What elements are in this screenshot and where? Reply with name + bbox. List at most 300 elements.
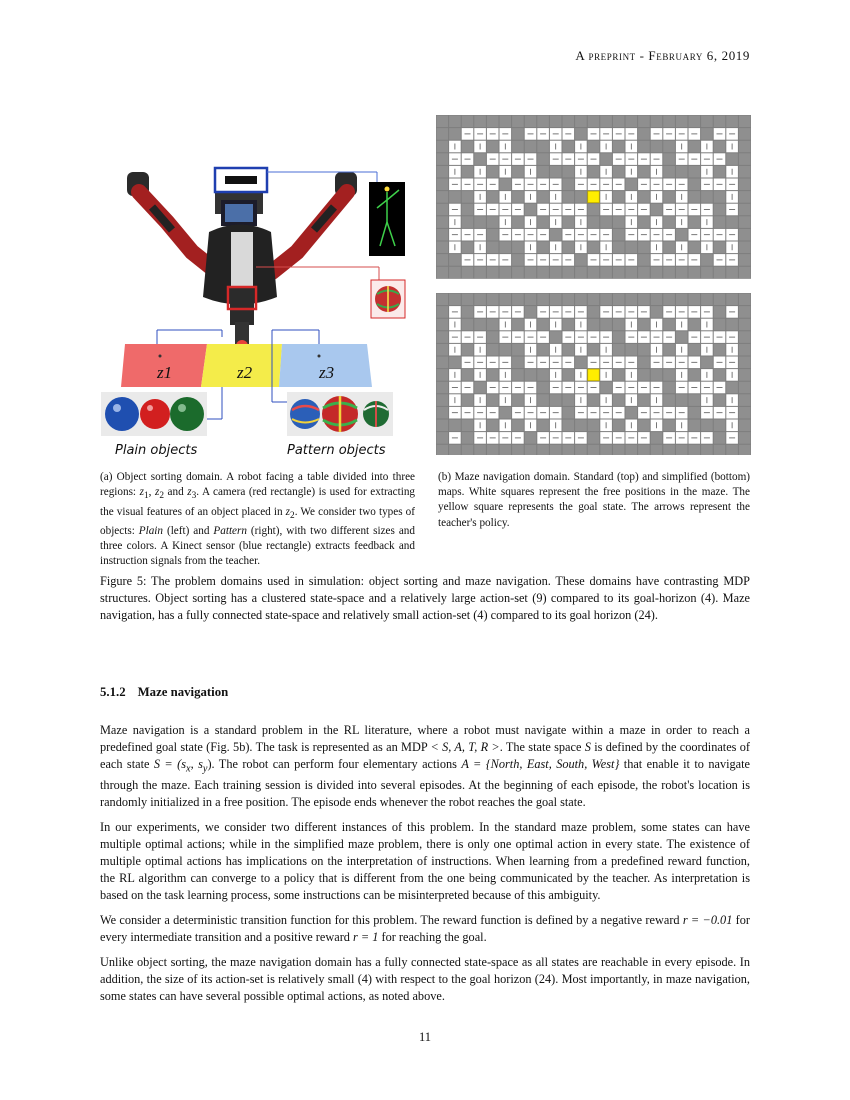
maze-wall-cell (563, 294, 575, 306)
maze-wall-cell (638, 394, 650, 406)
maze-wall-cell (537, 166, 549, 178)
maze-wall-cell (512, 319, 524, 331)
maze-wall-cell (689, 344, 701, 356)
maze-wall-cell (651, 369, 663, 381)
maze-wall-cell (701, 357, 713, 369)
maze-wall-cell (437, 267, 449, 279)
maze-wall-cell (474, 319, 486, 331)
camera-object-image (371, 280, 405, 318)
maze-wall-cell (512, 344, 524, 356)
maze-wall-cell (563, 116, 575, 128)
maze-wall-cell (588, 294, 600, 306)
maze-wall-cell (537, 216, 549, 228)
maze-wall-cell (638, 294, 650, 306)
maze-wall-cell (563, 369, 575, 381)
pattern-objects-image (287, 392, 393, 436)
maze-wall-cell (500, 294, 512, 306)
maze-wall-cell (689, 445, 701, 455)
maze-wall-cell (487, 216, 499, 228)
maze-wall-cell (437, 191, 449, 203)
maze-wall-cell (462, 319, 474, 331)
maze-wall-cell (512, 445, 524, 455)
maze-goal-cell (588, 369, 600, 381)
maze-wall-cell (437, 331, 449, 343)
maze-wall-cell (600, 116, 612, 128)
maze-wall-cell (512, 357, 524, 369)
maze-wall-cell (613, 229, 625, 241)
maze-wall-cell (487, 344, 499, 356)
maze-wall-cell (550, 166, 562, 178)
maze-wall-cell (701, 267, 713, 279)
maze-wall-cell (663, 242, 675, 254)
maze-goal-cell (588, 191, 600, 203)
maze-wall-cell (638, 191, 650, 203)
maze-wall-cell (500, 116, 512, 128)
maze-wall-cell (714, 204, 726, 216)
maze-wall-cell (437, 242, 449, 254)
maze-wall-cell (512, 294, 524, 306)
maze-wall-cell (739, 204, 751, 216)
maze-wall-cell (588, 242, 600, 254)
maze-wall-cell (449, 254, 461, 266)
maze-wall-cell (613, 166, 625, 178)
maze-wall-cell (739, 306, 751, 318)
maze-wall-cell (626, 242, 638, 254)
maze-wall-cell (663, 267, 675, 279)
maze-wall-cell (512, 116, 524, 128)
maze-wall-cell (462, 369, 474, 381)
maze-wall-cell (739, 420, 751, 432)
maze-wall-cell (638, 242, 650, 254)
maze-wall-cell (575, 128, 587, 140)
maze-wall-cell (563, 267, 575, 279)
maze-wall-cell (474, 267, 486, 279)
maze-wall-cell (626, 344, 638, 356)
maze-wall-cell (714, 267, 726, 279)
maze-wall-cell (651, 294, 663, 306)
maze-wall-cell (638, 445, 650, 455)
maze-wall-cell (550, 394, 562, 406)
maze-wall-cell (613, 141, 625, 153)
maze-wall-cell (600, 216, 612, 228)
maze-wall-cell (474, 445, 486, 455)
maze-wall-cell (487, 229, 499, 241)
maze-wall-cell (437, 319, 449, 331)
maze-wall-cell (563, 445, 575, 455)
page-number: 11 (418, 1030, 432, 1044)
maze-wall-cell (600, 153, 612, 165)
maze-wall-cell (500, 179, 512, 191)
maze-wall-cell (613, 331, 625, 343)
maze-wall-cell (537, 319, 549, 331)
maze-wall-cell (462, 432, 474, 444)
maze-wall-cell (613, 394, 625, 406)
maze-wall-cell (600, 319, 612, 331)
maze-wall-cell (651, 116, 663, 128)
robot-illustration (127, 172, 357, 352)
maze-wall-cell (437, 294, 449, 306)
maze-wall-cell (651, 267, 663, 279)
maze-wall-cell (437, 357, 449, 369)
maze-wall-cell (575, 191, 587, 203)
maze-wall-cell (563, 242, 575, 254)
maze-wall-cell (726, 294, 738, 306)
maze-wall-cell (613, 191, 625, 203)
maze-wall-cell (701, 420, 713, 432)
maze-wall-cell (449, 191, 461, 203)
maze-wall-cell (638, 116, 650, 128)
maze-wall-cell (500, 242, 512, 254)
maze-wall-cell (638, 420, 650, 432)
subcaption-a: (a) Object sorting domain. A robot facing a table divided into three regions: $z_1$, $z_2$ and $z_3$. A camera (red rectangle) is used for extracting the visual features of an object placed in $z_2$. We consider two types of objects: Plain (left) and Pattern (right), with two different sizes and three colors. A Kinect sensor (blue rectangle) extracts feedback and instruction signals from the teacher. (100, 471, 416, 568)
maze-wall-cell (487, 369, 499, 381)
maze-wall-cell (588, 216, 600, 228)
maze-wall-cell (525, 116, 537, 128)
maze-wall-cell (689, 166, 701, 178)
maze-wall-cell (462, 344, 474, 356)
maze-wall-cell (437, 179, 449, 191)
maze-wall-cell (550, 229, 562, 241)
maze-wall-cell (500, 344, 512, 356)
maze-wall-cell (588, 445, 600, 455)
maze-wall-cell (600, 382, 612, 394)
maze-wall-cell (563, 344, 575, 356)
maze-wall-cell (525, 369, 537, 381)
maze-wall-cell (613, 242, 625, 254)
maze-wall-cell (739, 357, 751, 369)
maze-wall-cell (563, 420, 575, 432)
maze-wall-cell (613, 116, 625, 128)
subcaption-b: (b) Maze navigation domain. Standard (top) and simplified (bottom) maps. White squares represent the free positions in the maze. The yellow square represents the goal state. The arrows represent the teacher's policy. (438, 471, 750, 529)
maze-wall-cell (626, 267, 638, 279)
maze-wall-cell (663, 420, 675, 432)
maze-wall-cell (437, 153, 449, 165)
maze-wall-cell (613, 294, 625, 306)
maze-wall-cell (726, 216, 738, 228)
maze-wall-cell (663, 344, 675, 356)
maze-wall-cell (437, 116, 449, 128)
maze-wall-cell (739, 153, 751, 165)
maze-wall-cell (651, 432, 663, 444)
maze-wall-cell (449, 420, 461, 432)
maze-wall-cell (512, 420, 524, 432)
maze-wall-cell (613, 369, 625, 381)
maze-wall-cell (563, 319, 575, 331)
maze-wall-cell (739, 191, 751, 203)
maze-wall-cell (437, 306, 449, 318)
maze-wall-cell (588, 166, 600, 178)
maze-wall-cell (437, 394, 449, 406)
maze-wall-cell (689, 407, 701, 419)
maze-wall-cell (487, 242, 499, 254)
maze-wall-cell (437, 407, 449, 419)
maze-wall-cell (525, 294, 537, 306)
maze-wall-cell (537, 394, 549, 406)
maze-wall-cell (512, 216, 524, 228)
maze-wall-cell (613, 344, 625, 356)
maze-wall-cell (537, 191, 549, 203)
maze-wall-cell (676, 445, 688, 455)
maze-wall-cell (537, 141, 549, 153)
paragraph-2: In our experiments, we consider two different instances of this problem. In the standard maze problem, some states can have multiple optimal actions; while in the simplified maze problem, there is only one optimal action in every state. The existence of multiple optimal actions has implications on the interpretation of instructions. When learning from a predefined reward function, the RL algorithm can converge to a policy that is different from the one being communicated by the teacher. As interpretation is based on the task learning process, some instructions can be misinterpreted because of this ambiguity. (100, 820, 750, 903)
paragraph-4: Unlike object sorting, the maze navigation domain has a fully connected state-space as all states are reachable in every episode. In addition, the size of its action-set is relatively small (4) with respect to the goal horizon (24). Most importantly, in maze navigation, some states can have several possible optimal actions, as noted above. (100, 955, 750, 1004)
maze-wall-cell (701, 116, 713, 128)
maze-wall-cell (449, 128, 461, 140)
maze-wall-cell (663, 141, 675, 153)
maze-wall-cell (487, 319, 499, 331)
maze-wall-cell (512, 141, 524, 153)
maze-wall-cell (739, 344, 751, 356)
maze-wall-cell (689, 242, 701, 254)
maze-wall-cell (739, 254, 751, 266)
maze-wall-cell (626, 407, 638, 419)
maze-wall-cell (588, 394, 600, 406)
maze-wall-cell (487, 331, 499, 343)
maze-wall-cell (626, 445, 638, 455)
maze-wall-cell (739, 267, 751, 279)
maze-wall-cell (575, 116, 587, 128)
maze-wall-cell (689, 267, 701, 279)
paragraph-1: Maze navigation is a standard problem in the RL literature, where a robot must navigate within a maze in order to reach a predefined goal state (Fig. 5b). The task is represented as an MDP < S, A, T, R >. The state space S is defined by the coordinates of each state $S = (s_x$, $s_y$). The robot can perform four elementary actions A = {North, East, South, West} that enable it to navigate through the maze. Each training session is divided into several episodes. At the beginning of each episode, the robot's location is randomly initialized in a free position. The episode ends whenever the robot reaches the goal state. (100, 723, 750, 810)
pattern-objects-label: Pattern objects (287, 443, 386, 458)
maze-wall-cell (512, 254, 524, 266)
maze-wall-cell (500, 267, 512, 279)
maze-wall-cell (575, 294, 587, 306)
maze-wall-cell (474, 153, 486, 165)
maze-wall-cell (739, 141, 751, 153)
maze-wall-cell (537, 420, 549, 432)
maze-wall-cell (726, 382, 738, 394)
maze-wall-cell (487, 294, 499, 306)
maze-wall-cell (537, 294, 549, 306)
maze-wall-cell (437, 382, 449, 394)
maze-wall-cell (638, 369, 650, 381)
maze-wall-cell (739, 319, 751, 331)
maze-wall-cell (739, 166, 751, 178)
maze-wall-cell (613, 216, 625, 228)
maze-wall-cell (739, 116, 751, 128)
maze-wall-cell (638, 267, 650, 279)
maze-wall-cell (512, 128, 524, 140)
maze-wall-cell (525, 445, 537, 455)
maze-wall-cell (689, 369, 701, 381)
maze-wall-cell (663, 153, 675, 165)
maze-simplified (436, 293, 751, 455)
maze-wall-cell (588, 141, 600, 153)
maze-wall-cell (714, 141, 726, 153)
maze-wall-cell (449, 116, 461, 128)
maze-wall-cell (563, 216, 575, 228)
maze-wall-cell (714, 294, 726, 306)
maze-wall-cell (726, 153, 738, 165)
region-label-z3: z3 (319, 363, 335, 382)
maze-wall-cell (525, 141, 537, 153)
maze-wall-cell (437, 204, 449, 216)
maze-wall-cell (714, 344, 726, 356)
maze-wall-cell (638, 357, 650, 369)
maze-wall-cell (437, 254, 449, 266)
maze-wall-cell (575, 267, 587, 279)
maze-wall-cell (437, 166, 449, 178)
maze-wall-cell (651, 445, 663, 455)
maze-wall-cell (663, 382, 675, 394)
maze-wall-cell (588, 306, 600, 318)
maze-wall-cell (714, 432, 726, 444)
maze-wall-cell (563, 141, 575, 153)
maze-wall-cell (638, 128, 650, 140)
maze-wall-cell (474, 382, 486, 394)
maze-wall-cell (487, 141, 499, 153)
section-body (100, 722, 750, 1013)
maze-wall-cell (487, 420, 499, 432)
maze-wall-cell (714, 116, 726, 128)
maze-wall-cell (474, 116, 486, 128)
maze-wall-cell (588, 432, 600, 444)
maze-wall-cell (626, 179, 638, 191)
maze-wall-cell (739, 128, 751, 140)
maze-wall-cell (437, 432, 449, 444)
maze-wall-cell (500, 407, 512, 419)
maze-wall-cell (689, 116, 701, 128)
maze-wall-cell (537, 445, 549, 455)
maze-wall-cell (651, 141, 663, 153)
maze-wall-cell (550, 294, 562, 306)
maze-wall-cell (487, 166, 499, 178)
maze-wall-cell (588, 204, 600, 216)
maze-wall-cell (563, 191, 575, 203)
maze-wall-cell (726, 267, 738, 279)
maze-wall-cell (676, 267, 688, 279)
maze-wall-cell (638, 254, 650, 266)
maze-wall-cell (663, 445, 675, 455)
maze-wall-cell (487, 445, 499, 455)
maze-wall-cell (701, 445, 713, 455)
maze-wall-cell (638, 319, 650, 331)
maze-wall-cell (487, 267, 499, 279)
maze-wall-cell (600, 445, 612, 455)
maze-wall-cell (613, 420, 625, 432)
maze-wall-cell (462, 267, 474, 279)
skeleton-image (369, 182, 405, 256)
maze-wall-cell (462, 294, 474, 306)
maze-wall-cell (739, 407, 751, 419)
maze-wall-cell (676, 166, 688, 178)
maze-wall-cell (437, 128, 449, 140)
maze-wall-cell (663, 369, 675, 381)
maze-wall-cell (588, 267, 600, 279)
maze-wall-cell (537, 153, 549, 165)
maze-wall-cell (714, 319, 726, 331)
maze-wall-cell (563, 394, 575, 406)
maze-wall-cell (462, 394, 474, 406)
maze-wall-cell (701, 294, 713, 306)
maze-wall-cell (588, 116, 600, 128)
maze-wall-cell (689, 141, 701, 153)
maze-wall-cell (651, 306, 663, 318)
maze-wall-cell (550, 331, 562, 343)
maze-wall-cell (437, 344, 449, 356)
maze-wall-cell (663, 294, 675, 306)
figure-caption: Figure 5: The problem domains used in simulation: object sorting and maze navigation. These domains have contrasting MDP structures. Object sorting has a clustered state-space and a relatively large action-set (9) compared to its goal-horizon (4). Maze navigation, has a fully connected state-space and relatively small action-set (4) compared to its goal horizon (24). (100, 574, 750, 622)
maze-wall-cell (437, 420, 449, 432)
maze-wall-cell (462, 141, 474, 153)
maze-wall-cell (676, 394, 688, 406)
figure-maze-navigation (436, 115, 751, 455)
maze-wall-cell (588, 344, 600, 356)
maze-wall-cell (575, 420, 587, 432)
maze-wall-cell (537, 382, 549, 394)
maze-wall-cell (676, 116, 688, 128)
maze-wall-cell (462, 420, 474, 432)
maze-wall-cell (638, 216, 650, 228)
maze-wall-cell (512, 191, 524, 203)
maze-wall-cell (663, 216, 675, 228)
maze-wall-cell (525, 267, 537, 279)
maze-wall-cell (575, 357, 587, 369)
maze-wall-cell (525, 204, 537, 216)
maze-wall-cell (588, 420, 600, 432)
maze-wall-cell (676, 294, 688, 306)
maze-wall-cell (550, 267, 562, 279)
plain-objects-image (101, 392, 207, 436)
maze-wall-cell (462, 191, 474, 203)
maze-wall-cell (714, 242, 726, 254)
maze-wall-cell (739, 242, 751, 254)
maze-wall-cell (462, 216, 474, 228)
maze-wall-cell (575, 445, 587, 455)
maze-wall-cell (437, 445, 449, 455)
maze-wall-cell (537, 369, 549, 381)
maze-wall-cell (500, 445, 512, 455)
maze-wall-cell (537, 267, 549, 279)
maze-wall-cell (701, 128, 713, 140)
maze-wall-cell (449, 357, 461, 369)
maze-wall-cell (563, 166, 575, 178)
maze-wall-cell (726, 116, 738, 128)
maze-wall-cell (550, 445, 562, 455)
maze-wall-cell (663, 319, 675, 331)
maze-wall-cell (689, 420, 701, 432)
maze-wall-cell (714, 306, 726, 318)
maze-wall-cell (512, 369, 524, 381)
maze-wall-cell (626, 116, 638, 128)
maze-wall-cell (714, 166, 726, 178)
maze-wall-cell (676, 229, 688, 241)
maze-wall-cell (701, 191, 713, 203)
maze-wall-cell (739, 394, 751, 406)
maze-standard (436, 115, 751, 279)
maze-wall-cell (487, 394, 499, 406)
region-label-z2: z2 (237, 363, 253, 382)
maze-wall-cell (739, 445, 751, 455)
maze-wall-cell (689, 216, 701, 228)
section-heading: 5.1.2 Maze navigation (100, 685, 229, 699)
maze-wall-cell (714, 420, 726, 432)
maze-wall-cell (437, 369, 449, 381)
maze-wall-cell (663, 191, 675, 203)
maze-wall-cell (739, 369, 751, 381)
maze-wall-cell (537, 242, 549, 254)
maze-wall-cell (462, 204, 474, 216)
maze-wall-cell (462, 306, 474, 318)
maze-wall-cell (701, 254, 713, 266)
maze-wall-cell (563, 407, 575, 419)
maze-wall-cell (651, 204, 663, 216)
maze-wall-cell (575, 254, 587, 266)
maze-wall-cell (537, 344, 549, 356)
maze-wall-cell (714, 445, 726, 455)
maze-wall-cell (588, 319, 600, 331)
